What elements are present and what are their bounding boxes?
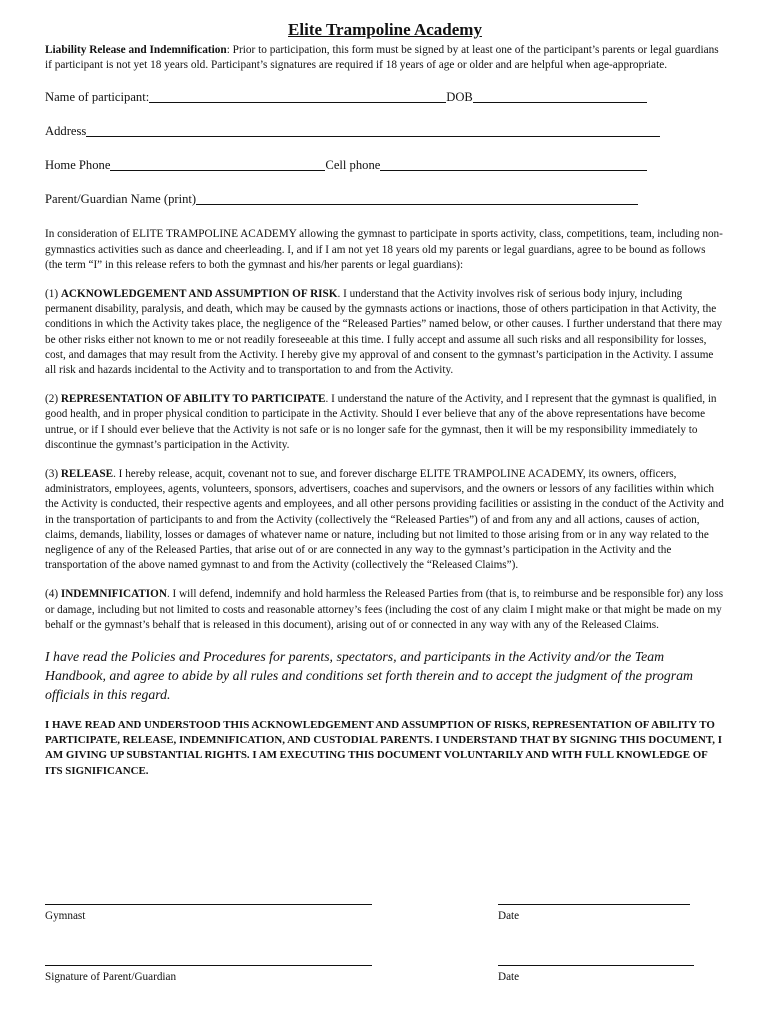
- guardian-date-line[interactable]: [498, 964, 694, 966]
- guardian-signature-label: Signature of Parent/Guardian: [45, 971, 177, 983]
- gymnast-signature[interactable]: [45, 903, 372, 922]
- intro-heading: Liability Release and Indemnification: [45, 44, 227, 56]
- participant-row: [45, 87, 725, 105]
- section-release: [45, 467, 725, 573]
- home-phone-field[interactable]: [110, 158, 325, 171]
- section-ability: [45, 392, 725, 453]
- phone-row: [45, 155, 725, 173]
- section-number: (2): [45, 393, 61, 406]
- date-label: Date: [498, 971, 520, 983]
- section-indemnification: [45, 587, 725, 633]
- gymnast-date[interactable]: [498, 903, 690, 922]
- section-number: (4): [45, 588, 61, 601]
- gymnast-signature-line[interactable]: [45, 903, 372, 905]
- guardian-signature[interactable]: [45, 964, 372, 983]
- section-number: (3): [45, 468, 61, 481]
- gymnast-date-line[interactable]: [498, 903, 690, 905]
- cell-phone-label: Cell phone: [325, 158, 381, 173]
- guardian-name-field[interactable]: [196, 192, 638, 205]
- guardian-signature-line[interactable]: [45, 964, 372, 966]
- section-text: . I understand the nature of the Activity, and I represent that the gymnast is qualified, in good health, and in proper physical condition to participate in the Activity. Should I ever believe that any of the above representations have become untrue, or if I should ever believe that the Activity is not safe or is no longer safe for the gymnast, then it will be my responsibility immediately to discontinue the gymnast’s participation in the Activity.: [45, 393, 717, 451]
- section-heading: INDEMNIFICATION: [60, 588, 167, 601]
- dob-field[interactable]: [473, 90, 647, 103]
- name-label: Name of participant:: [45, 90, 150, 105]
- section-heading: REPRESENTATION OF ABILITY TO PARTICIPATE: [60, 393, 326, 406]
- cell-phone-field[interactable]: [380, 158, 647, 171]
- date-label: Date: [498, 910, 520, 922]
- section-risk: [45, 287, 725, 378]
- dob-label: DOB: [446, 90, 473, 105]
- section-text: . I understand that the Activity involves risk of serious body injury, including permanent disability, paralysis, and death, which may be caused by the gymnasts actions or inactions, those of others participation in that Activity, the conditions in which the Activity takes place, the negligence of the “Released Parties” named below, or other causes. I further understand that there may be other risks either not known to me or not readily foreseeable at this time. I fully accept and assume all such risks and all responsibility for losses, cost, and damages that may result from the Activity. I hereby give my approval of and consent to the gymnast’s participation in the Activity. I assume all risk and hazards incidental to the Activity and to transportation to and from the Activity.: [45, 288, 723, 377]
- intro-text: : Prior to participation, this form must be signed by at least one of the participant’s parents or legal guardians if participant is not yet 18 years old. Participant’s signatures are required if 18 years of age or older and are helpful when age-appropriate.: [45, 44, 719, 72]
- gymnast-label: Gymnast: [45, 910, 86, 922]
- guardian-date[interactable]: [498, 964, 694, 983]
- guardian-name-label: Parent/Guardian Name (print): [45, 192, 197, 207]
- section-heading: RELEASE: [60, 468, 114, 481]
- acknowledgement-paragraph: I HAVE READ AND UNDERSTOOD THIS ACKNOWLEDGEMENT AND ASSUMPTION OF RISKS, REPRESENTATION OF ABILITY TO PARTICIPATE, RELEASE, INDEMNIFICATION, AND CUSTODIAL PARENTS. I UNDERSTAND THAT BY SIGNING THIS DOCUMENT, I AM GIVING UP SUBSTANTIAL RIGHTS. I AM EXECUTING THIS DOCUMENT VOLUNTARILY AND WITH FULL KNOWLEDGE OF ITS SIGNIFICANCE.: [45, 719, 722, 777]
- section-text: . I hereby release, acquit, covenant not to sue, and forever discharge ELITE TRAMPOLINE ACADEMY, its owners, officers, administrators, employees, agents, volunteers, sponsors, advertisers, coaches and supervisors, and the owners or lessors of any facilities within which the Activity is conducted, their respective agents and employees, and all other persons providing facilities or assisting in the conduct of the Activity and in the transportation of participants to and from the Activity (collectively the “Released Parties”) of and from any and all actions, causes of action, claims, demands, liability, losses or damages of whatever name or nature, including but not limited to those arising from or in any way related to the negligence of any of the Released Parties, that arise out of or are connected in any way to the gymnast’s participation in the Activity and the transportation of the above named gymnast to and from the Activity (collectively the “Released Claims”).: [45, 468, 724, 572]
- address-label: Address: [45, 124, 87, 139]
- policies-paragraph: I have read the Policies and Procedures for parents, spectators, and participants in the Activity and/or the Team Handbook, and agree to abide by all rules and conditions set forth therein and to accept the judgment of the program officials in this regard.: [45, 649, 693, 703]
- address-row: [45, 121, 725, 139]
- release-form: [45, 20, 725, 779]
- address-field[interactable]: [86, 124, 660, 137]
- section-text: . I will defend, indemnify and hold harmless the Released Parties from (that is, to reimburse and be responsible for) any loss or damage, including but not limited to costs and reasonable attorney’s fees (including the cost of any claim I might make or that might be made on my behalf or the gymnast’s behalf that is released in this document), arising out of or connected in any way with any of the Released Claims.: [45, 588, 724, 631]
- home-phone-label: Home Phone: [45, 158, 111, 173]
- intro-paragraph: [45, 43, 725, 73]
- name-field[interactable]: [149, 90, 446, 103]
- section-heading: ACKNOWLEDGEMENT AND ASSUMPTION OF RISK: [60, 288, 338, 301]
- guardian-row: [45, 189, 725, 207]
- section-number: (1): [45, 288, 61, 301]
- consideration-paragraph: In consideration of ELITE TRAMPOLINE ACADEMY allowing the gymnast to participate in sports activity, class, competitions, team, including non-gymnastics activities such as dance and cheerleading. I, and if I am not yet 18 years old my parents or legal guardians, agree to be bound as follows (the term “I” in this release refers to both the gymnast and his/her parents or legal guardians):: [45, 228, 723, 271]
- form-title: Elite Trampoline Academy: [288, 20, 482, 39]
